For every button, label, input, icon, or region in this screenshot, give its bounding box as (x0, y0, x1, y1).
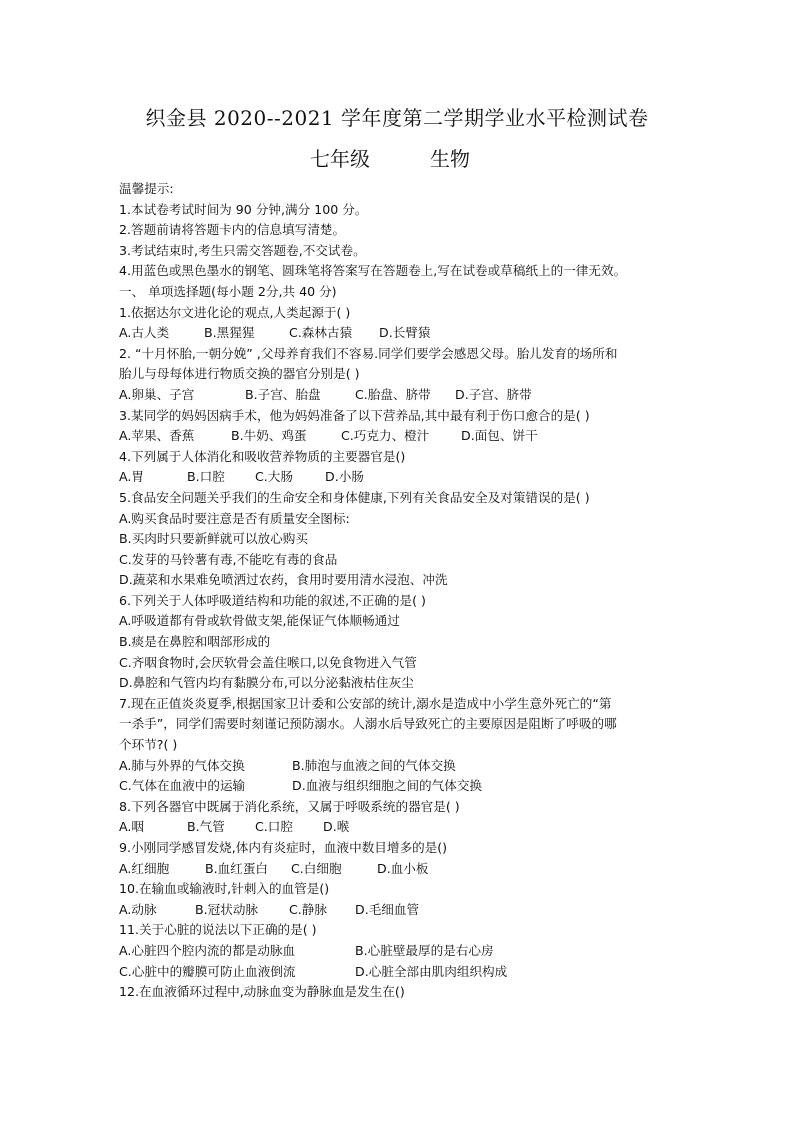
option: C.静脉 (289, 901, 327, 917)
option: D.血液与组织细胞之间的气体交换 (292, 778, 483, 794)
notice-item: 3.考试结束时,考生只需交答题卷,不交试卷。 (119, 242, 366, 258)
question-options (119, 776, 679, 797)
question-options (119, 941, 679, 962)
option: B.血红蛋白 (205, 860, 269, 876)
option: D.长臂猿 (379, 325, 431, 341)
option: B.肺泡与血液之间的气体交换 (292, 757, 456, 773)
question-options (119, 385, 679, 406)
notice-heading: 温馨提示: (119, 181, 174, 196)
option: A.红细胞 (119, 860, 170, 876)
option: A.心脏四个腔内流的都是动脉血 (119, 942, 296, 958)
option: A.肺与外界的气体交换 (119, 757, 245, 773)
exam-subtitle (310, 145, 510, 173)
option: C.口腔 (255, 819, 293, 835)
option: D.小肠 (325, 469, 364, 485)
question-options (119, 817, 679, 838)
option: C.气体在血液中的运输 (119, 778, 246, 794)
grade-label: 七年级 (310, 147, 370, 171)
question-options (119, 900, 679, 921)
question-stem: 2. “十月怀胎,一朝分娩” ,父母养育我们不容易.同学们要学会感恩父母。胎儿发育的场所和 (119, 345, 618, 361)
question-stem: 9.小刚同学感冒发烧,体内有炎症时，血液中数目增多的是() (119, 840, 448, 855)
notice-item: 4.用蓝色或黑色墨水的钢笔、圆珠笔将答案写在答题卷上,写在试卷或草稿纸上的一律无效。 (119, 263, 627, 279)
option: D.蔬菜和水果难免喷洒过农药，食用时要用清水浸泡、冲洗 (119, 572, 448, 588)
option: B.子宫、胎盘 (245, 386, 321, 402)
section-heading: 一、 单项选择题(每小题 2分,共 40 分) (119, 283, 337, 299)
option: B.黑猩猩 (204, 325, 255, 341)
option: B.口腔 (187, 469, 225, 485)
question-stem: 11.关于心脏的说法以下正确的是( ) (119, 922, 317, 938)
question-stem: 10.在输血或输液时,针刺入的血管是() (119, 881, 330, 897)
option: C.大肠 (255, 469, 293, 485)
question-stem: 5.食品安全问题关乎我们的生命安全和身体健康,下列有关食品安全及对策错误的是( ) (119, 489, 590, 505)
exam-body (119, 179, 679, 1003)
question-options (119, 962, 679, 983)
option: A.苹果、香蕉 (119, 428, 195, 444)
question-stem: 6.下列关于人体呼吸道结构和功能的叙述,不正确的是( ) (119, 592, 426, 608)
option: A.胃 (119, 469, 144, 485)
question-stem: 1.依据达尔文进化论的观点,人类起源于( ) (119, 304, 351, 320)
option: C.心脏中的瓣膜可防止血液倒流 (119, 963, 296, 979)
option: A.卵巢、子宫 (119, 386, 195, 402)
option: B.牛奶、鸡蛋 (231, 428, 307, 444)
question-options (119, 859, 679, 880)
question-options (119, 323, 679, 344)
option: B.气管 (187, 819, 225, 835)
subject-label: 生物 (430, 147, 470, 171)
notice-item: 2.答题前请将答题卡内的信息填写清楚。 (119, 222, 346, 238)
option: C.齐咽食物时,会厌软骨会盖住喉口,以免食物进入气管 (119, 654, 417, 670)
question-stem: 个环节?( ) (119, 737, 178, 753)
exam-title: 织金县 2020--2021 学年度第二学期学业水平检测试卷 (145, 106, 649, 130)
option: D.血小板 (377, 860, 429, 876)
question-stem: 一杀手”，同学们需要时刻谨记预防溺水。人溺水后导致死亡的主要原因是阻断了呼吸的哪 (119, 716, 617, 732)
option: B.冠状动脉 (195, 901, 259, 917)
question-stem: 3.某同学的妈妈因病手术，他为妈妈准备了以下营养品,其中最有利于伤口愈合的是( ) (119, 407, 590, 423)
option: D.子宫、脐带 (455, 386, 532, 402)
question-options (119, 467, 679, 488)
option: A.动脉 (119, 901, 157, 917)
option: C.白细胞 (291, 860, 342, 876)
option: B.痰是在鼻腔和咽部形成的 (119, 634, 271, 650)
option: C.胎盘、脐带 (355, 386, 431, 402)
question-stem: 7.现在正值炎炎夏季,根据国家卫计委和公安部的统计,溺水是造成中小学生意外死亡的“第 (119, 695, 612, 711)
question-stem: 4.下列属于人体消化和吸收营养物质的主要器官是() (119, 448, 406, 464)
option: C.巧克力、橙汁 (341, 428, 430, 444)
option: B.心脏壁最厚的是右心房 (355, 942, 494, 958)
option: D.鼻腔和气管内均有黏膜分布,可以分泌黏液枯住灰尘 (119, 675, 414, 691)
question-options (119, 426, 679, 447)
option: A.咽 (119, 819, 144, 835)
option: D.喉 (323, 819, 350, 835)
question-stem: 8.下列各器官中既属于消化系统，又属于呼吸系统的器官是( ) (119, 798, 460, 814)
question-options (119, 756, 679, 777)
option: C.发芽的马铃薯有毒,不能吃有毒的食品 (119, 551, 338, 567)
notice-item: 1.本试卷考试时间为 90 分钟,满分 100 分。 (119, 201, 368, 217)
option: D.心脏全部由肌肉组织构成 (355, 963, 508, 979)
option: B.买肉时只要新鲜就可以放心购买 (119, 531, 308, 547)
option: A.呼吸道都有骨或软骨做支架,能保证气体顺畅通过 (119, 613, 400, 629)
option: A.古人类 (119, 325, 170, 341)
question-stem: 12.在血液循环过程中,动脉血变为静脉血是发生在() (119, 984, 405, 1000)
option: A.购买食品时要注意是否有质量安全图标: (119, 510, 350, 526)
option: D.毛细血管 (355, 901, 420, 917)
option: D.面包、饼干 (461, 428, 538, 444)
question-stem: 胎儿与母每体进行物质交换的器官分别是( ) (119, 366, 360, 382)
option: C.森林古猿 (289, 325, 353, 341)
